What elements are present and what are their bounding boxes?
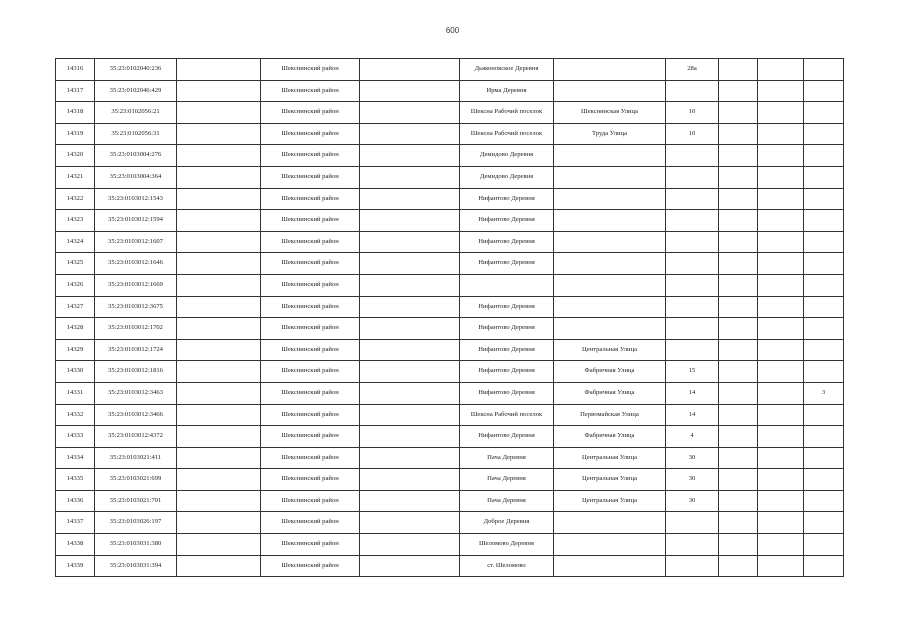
row-number-cell: 14319	[56, 123, 95, 145]
empty-cell	[177, 512, 261, 534]
street-cell	[554, 59, 666, 81]
row-number-cell: 14325	[56, 253, 95, 275]
empty-cell	[719, 555, 758, 577]
district-cell: Шекснинский район	[261, 166, 360, 188]
row-number-cell: 14327	[56, 296, 95, 318]
empty-cell	[758, 382, 804, 404]
empty-cell	[360, 210, 460, 232]
empty-cell	[719, 123, 758, 145]
street-cell	[554, 296, 666, 318]
table-row	[56, 339, 844, 361]
house-number-cell: 4	[666, 426, 719, 448]
table-row	[56, 145, 844, 167]
street-cell	[554, 210, 666, 232]
row-number-cell: 14316	[56, 59, 95, 81]
house-number-cell	[666, 318, 719, 340]
apartment-cell	[804, 318, 844, 340]
table-row	[56, 166, 844, 188]
empty-cell	[719, 296, 758, 318]
house-number-cell: 15	[666, 361, 719, 383]
district-cell: Шекснинский район	[261, 318, 360, 340]
empty-cell	[177, 123, 261, 145]
street-cell: Центральная Улица	[554, 447, 666, 469]
house-number-cell: 10	[666, 102, 719, 124]
empty-cell	[758, 274, 804, 296]
cadastral-number-cell: 35:23:0103021:411	[95, 447, 177, 469]
apartment-cell	[804, 188, 844, 210]
empty-cell	[758, 361, 804, 383]
apartment-cell	[804, 145, 844, 167]
empty-cell	[177, 339, 261, 361]
row-number-cell: 14334	[56, 447, 95, 469]
apartment-cell	[804, 231, 844, 253]
street-cell: Центральная Улица	[554, 469, 666, 491]
district-cell: Шекснинский район	[261, 555, 360, 577]
street-cell	[554, 318, 666, 340]
cadastral-number-cell: 35:23:0103012:3675	[95, 296, 177, 318]
empty-cell	[360, 490, 460, 512]
district-cell: Шекснинский район	[261, 426, 360, 448]
empty-cell	[758, 490, 804, 512]
locality-cell: Шексна Рабочий поселок	[460, 102, 554, 124]
row-number-cell: 14328	[56, 318, 95, 340]
apartment-cell	[804, 555, 844, 577]
empty-cell	[360, 145, 460, 167]
empty-cell	[719, 426, 758, 448]
house-number-cell	[666, 188, 719, 210]
house-number-cell	[666, 534, 719, 556]
street-cell: Фабричная Улица	[554, 361, 666, 383]
house-number-cell: 30	[666, 469, 719, 491]
table-row	[56, 102, 844, 124]
cadastral-number-cell: 35:23:0103012:4372	[95, 426, 177, 448]
empty-cell	[360, 382, 460, 404]
table-row	[56, 534, 844, 556]
row-number-cell: 14321	[56, 166, 95, 188]
street-cell: Шекснинская Улица	[554, 102, 666, 124]
apartment-cell	[804, 426, 844, 448]
row-number-cell: 14318	[56, 102, 95, 124]
empty-cell	[758, 426, 804, 448]
cadastral-number-cell: 35:23:0103012:1543	[95, 188, 177, 210]
cadastral-number-cell: 35:23:0103012:1702	[95, 318, 177, 340]
row-number-cell: 14331	[56, 382, 95, 404]
table-row	[56, 404, 844, 426]
row-number-cell: 14326	[56, 274, 95, 296]
table-row	[56, 296, 844, 318]
registry-table	[55, 58, 844, 577]
apartment-cell	[804, 253, 844, 275]
empty-cell	[719, 534, 758, 556]
apartment-cell	[804, 210, 844, 232]
apartment-cell	[804, 274, 844, 296]
district-cell: Шекснинский район	[261, 512, 360, 534]
empty-cell	[177, 382, 261, 404]
house-number-cell: 30	[666, 447, 719, 469]
apartment-cell	[804, 404, 844, 426]
empty-cell	[719, 339, 758, 361]
empty-cell	[177, 59, 261, 81]
street-cell: Центральная Улица	[554, 339, 666, 361]
apartment-cell	[804, 80, 844, 102]
street-cell: Труда Улица	[554, 123, 666, 145]
district-cell: Шекснинский район	[261, 404, 360, 426]
district-cell: Шекснинский район	[261, 447, 360, 469]
empty-cell	[758, 166, 804, 188]
empty-cell	[177, 469, 261, 491]
district-cell: Шекснинский район	[261, 145, 360, 167]
empty-cell	[360, 512, 460, 534]
table-row	[56, 59, 844, 81]
cadastral-number-cell: 35:23:0103031:394	[95, 555, 177, 577]
locality-cell: Нифантово Деревня	[460, 253, 554, 275]
house-number-cell	[666, 253, 719, 275]
table-row	[56, 490, 844, 512]
house-number-cell	[666, 80, 719, 102]
house-number-cell	[666, 231, 719, 253]
empty-cell	[177, 490, 261, 512]
street-cell	[554, 555, 666, 577]
empty-cell	[758, 447, 804, 469]
table-row	[56, 123, 844, 145]
empty-cell	[177, 296, 261, 318]
empty-cell	[758, 231, 804, 253]
empty-cell	[758, 59, 804, 81]
house-number-cell: 30	[666, 490, 719, 512]
district-cell: Шекснинский район	[261, 210, 360, 232]
empty-cell	[758, 404, 804, 426]
empty-cell	[758, 469, 804, 491]
locality-cell: Доброе Деревня	[460, 512, 554, 534]
cadastral-number-cell: 35:23:0103021:701	[95, 490, 177, 512]
house-number-cell	[666, 512, 719, 534]
locality-cell: Нифантово Деревня	[460, 231, 554, 253]
empty-cell	[758, 534, 804, 556]
street-cell	[554, 253, 666, 275]
empty-cell	[360, 447, 460, 469]
page-number: 600	[445, 26, 460, 35]
empty-cell	[360, 296, 460, 318]
table-row	[56, 210, 844, 232]
empty-cell	[360, 555, 460, 577]
locality-cell: Нифантово Деревня	[460, 339, 554, 361]
district-cell: Шекснинский район	[261, 339, 360, 361]
cadastral-number-cell: 35:23:0103004:364	[95, 166, 177, 188]
house-number-cell	[666, 339, 719, 361]
row-number-cell: 14337	[56, 512, 95, 534]
apartment-cell	[804, 490, 844, 512]
row-number-cell: 14333	[56, 426, 95, 448]
empty-cell	[758, 210, 804, 232]
locality-cell: Демидово Деревня	[460, 166, 554, 188]
empty-cell	[177, 145, 261, 167]
empty-cell	[719, 231, 758, 253]
locality-cell: Пача Деревня	[460, 447, 554, 469]
table-row	[56, 274, 844, 296]
empty-cell	[758, 80, 804, 102]
empty-cell	[360, 231, 460, 253]
empty-cell	[719, 102, 758, 124]
table-row	[56, 188, 844, 210]
locality-cell: Нифантово Деревня	[460, 188, 554, 210]
empty-cell	[360, 404, 460, 426]
row-number-cell: 14317	[56, 80, 95, 102]
table-row	[56, 426, 844, 448]
locality-cell	[460, 274, 554, 296]
empty-cell	[719, 210, 758, 232]
district-cell: Шекснинский район	[261, 253, 360, 275]
apartment-cell	[804, 512, 844, 534]
empty-cell	[758, 123, 804, 145]
apartment-cell	[804, 166, 844, 188]
empty-cell	[177, 253, 261, 275]
table-row	[56, 80, 844, 102]
empty-cell	[719, 490, 758, 512]
apartment-cell	[804, 361, 844, 383]
empty-cell	[360, 274, 460, 296]
empty-cell	[719, 188, 758, 210]
row-number-cell: 14322	[56, 188, 95, 210]
row-number-cell: 14332	[56, 404, 95, 426]
house-number-cell	[666, 145, 719, 167]
street-cell	[554, 166, 666, 188]
empty-cell	[360, 123, 460, 145]
table-row	[56, 231, 844, 253]
row-number-cell: 14336	[56, 490, 95, 512]
locality-cell: Нифантово Деревня	[460, 210, 554, 232]
empty-cell	[177, 80, 261, 102]
row-number-cell: 14339	[56, 555, 95, 577]
empty-cell	[360, 59, 460, 81]
table-row	[56, 469, 844, 491]
empty-cell	[177, 404, 261, 426]
table-row	[56, 253, 844, 275]
empty-cell	[719, 404, 758, 426]
cadastral-number-cell: 35:23:0103012:1816	[95, 361, 177, 383]
house-number-cell	[666, 210, 719, 232]
district-cell: Шекснинский район	[261, 274, 360, 296]
empty-cell	[360, 188, 460, 210]
house-number-cell	[666, 274, 719, 296]
locality-cell: Дьяконовское Деревня	[460, 59, 554, 81]
district-cell: Шекснинский район	[261, 490, 360, 512]
empty-cell	[719, 253, 758, 275]
cadastral-number-cell: 35:23:0103031:380	[95, 534, 177, 556]
table-row	[56, 555, 844, 577]
street-cell: Первомайская Улица	[554, 404, 666, 426]
empty-cell	[177, 555, 261, 577]
table-row	[56, 318, 844, 340]
house-number-cell: 14	[666, 404, 719, 426]
apartment-cell	[804, 59, 844, 81]
district-cell: Шекснинский район	[261, 231, 360, 253]
apartment-cell	[804, 102, 844, 124]
empty-cell	[758, 512, 804, 534]
empty-cell	[360, 80, 460, 102]
apartment-cell: 3	[804, 382, 844, 404]
table-body	[56, 59, 844, 577]
cadastral-number-cell: 35:23:0102046:429	[95, 80, 177, 102]
empty-cell	[177, 426, 261, 448]
house-number-cell: 14	[666, 382, 719, 404]
empty-cell	[177, 210, 261, 232]
cadastral-number-cell: 35:23:0103004:276	[95, 145, 177, 167]
row-number-cell: 14335	[56, 469, 95, 491]
cadastral-number-cell: 35:23:0102056:31	[95, 123, 177, 145]
cadastral-number-cell: 35:23:0103026:197	[95, 512, 177, 534]
locality-cell: Нифантово Деревня	[460, 296, 554, 318]
empty-cell	[758, 102, 804, 124]
district-cell: Шекснинский район	[261, 382, 360, 404]
empty-cell	[360, 318, 460, 340]
cadastral-number-cell: 35:23:0102040:236	[95, 59, 177, 81]
empty-cell	[360, 361, 460, 383]
empty-cell	[177, 361, 261, 383]
row-number-cell: 14324	[56, 231, 95, 253]
empty-cell	[360, 426, 460, 448]
empty-cell	[177, 274, 261, 296]
empty-cell	[758, 339, 804, 361]
cadastral-number-cell: 35:23:0103012:3466	[95, 404, 177, 426]
cadastral-number-cell: 35:23:0103012:1646	[95, 253, 177, 275]
cadastral-number-cell: 35:23:0102056:21	[95, 102, 177, 124]
row-number-cell: 14323	[56, 210, 95, 232]
district-cell: Шекснинский район	[261, 80, 360, 102]
row-number-cell: 14338	[56, 534, 95, 556]
empty-cell	[360, 253, 460, 275]
locality-cell: Ирма Деревня	[460, 80, 554, 102]
district-cell: Шекснинский район	[261, 188, 360, 210]
table-row	[56, 447, 844, 469]
apartment-cell	[804, 339, 844, 361]
cadastral-number-cell: 35:23:0103012:1724	[95, 339, 177, 361]
row-number-cell: 14330	[56, 361, 95, 383]
empty-cell	[177, 166, 261, 188]
house-number-cell	[666, 166, 719, 188]
empty-cell	[758, 555, 804, 577]
cadastral-number-cell: 35:23:0103021:699	[95, 469, 177, 491]
apartment-cell	[804, 534, 844, 556]
empty-cell	[177, 534, 261, 556]
empty-cell	[719, 447, 758, 469]
empty-cell	[719, 274, 758, 296]
apartment-cell	[804, 447, 844, 469]
apartment-cell	[804, 123, 844, 145]
table-row	[56, 382, 844, 404]
empty-cell	[719, 512, 758, 534]
cadastral-number-cell: 35:23:0103012:1607	[95, 231, 177, 253]
empty-cell	[360, 102, 460, 124]
locality-cell: Демидово Деревня	[460, 145, 554, 167]
empty-cell	[177, 231, 261, 253]
empty-cell	[719, 318, 758, 340]
district-cell: Шекснинский район	[261, 59, 360, 81]
street-cell: Фабричная Улица	[554, 382, 666, 404]
street-cell: Фабричная Улица	[554, 426, 666, 448]
empty-cell	[360, 166, 460, 188]
empty-cell	[177, 318, 261, 340]
street-cell	[554, 231, 666, 253]
apartment-cell	[804, 469, 844, 491]
locality-cell: Шексна Рабочий поселок	[460, 404, 554, 426]
locality-cell: Пача Деревня	[460, 490, 554, 512]
locality-cell: Нифантово Деревня	[460, 426, 554, 448]
empty-cell	[758, 253, 804, 275]
street-cell	[554, 188, 666, 210]
table-row	[56, 512, 844, 534]
row-number-cell: 14329	[56, 339, 95, 361]
district-cell: Шекснинский район	[261, 534, 360, 556]
district-cell: Шекснинский район	[261, 102, 360, 124]
district-cell: Шекснинский район	[261, 296, 360, 318]
house-number-cell: 10	[666, 123, 719, 145]
empty-cell	[719, 166, 758, 188]
empty-cell	[719, 469, 758, 491]
street-cell	[554, 145, 666, 167]
empty-cell	[758, 188, 804, 210]
empty-cell	[177, 188, 261, 210]
empty-cell	[758, 318, 804, 340]
empty-cell	[719, 382, 758, 404]
empty-cell	[719, 361, 758, 383]
locality-cell: Шеломово Деревня	[460, 534, 554, 556]
street-cell	[554, 534, 666, 556]
empty-cell	[177, 447, 261, 469]
cadastral-number-cell: 35:23:0103012:1669	[95, 274, 177, 296]
cadastral-number-cell: 35:23:0103012:1594	[95, 210, 177, 232]
locality-cell: Нифантово Деревня	[460, 382, 554, 404]
district-cell: Шекснинский район	[261, 123, 360, 145]
empty-cell	[360, 534, 460, 556]
locality-cell: Нифантово Деревня	[460, 361, 554, 383]
empty-cell	[719, 59, 758, 81]
locality-cell: Пача Деревня	[460, 469, 554, 491]
empty-cell	[719, 145, 758, 167]
row-number-cell: 14320	[56, 145, 95, 167]
house-number-cell	[666, 296, 719, 318]
empty-cell	[177, 102, 261, 124]
house-number-cell	[666, 555, 719, 577]
district-cell: Шекснинский район	[261, 361, 360, 383]
empty-cell	[360, 339, 460, 361]
cadastral-number-cell: 35:23:0103012:3463	[95, 382, 177, 404]
street-cell: Центральная Улица	[554, 490, 666, 512]
empty-cell	[758, 296, 804, 318]
house-number-cell: 28а	[666, 59, 719, 81]
street-cell	[554, 80, 666, 102]
locality-cell: Шексна Рабочий поселок	[460, 123, 554, 145]
empty-cell	[758, 145, 804, 167]
apartment-cell	[804, 296, 844, 318]
empty-cell	[360, 469, 460, 491]
district-cell: Шекснинский район	[261, 469, 360, 491]
street-cell	[554, 274, 666, 296]
table-row	[56, 361, 844, 383]
locality-cell: ст. Шеломово	[460, 555, 554, 577]
street-cell	[554, 512, 666, 534]
locality-cell: Нифантово Деревня	[460, 318, 554, 340]
empty-cell	[719, 80, 758, 102]
